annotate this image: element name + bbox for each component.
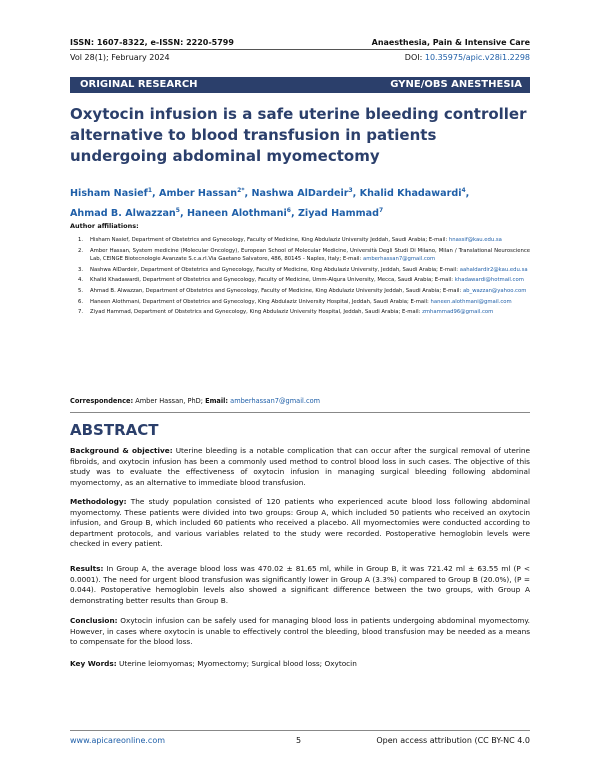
abstract-keywords: Key Words: Uterine leiomyomas; Myomectomy; Surgical blood loss; Oxytocin <box>70 659 357 668</box>
license-text: Open access attribution (CC BY-NC 4.0 <box>376 736 530 745</box>
doi-line <box>405 53 530 62</box>
abstract-results: Results: In Group A, the average blood loss was 470.02 ± 81.65 ml, while in Group B, it was 721.42 ml ± 63.55 ml (P < 0.0001). The need for urgent blood transfusion was significantly lower in Group A (3.3%) compared to Group B (20.0%), (P = 0.044). Postoperative hemoglobin levels also showed a significant difference between the two groups, with Group A demonstrating better results than Group B. <box>70 564 530 605</box>
correspondence-label: Correspondence: <box>70 397 134 405</box>
header-bottom <box>70 53 530 62</box>
author: Haneen Alothmani <box>186 208 287 220</box>
correspondence-name: Amber Hassan, PhD; <box>135 397 203 405</box>
article-title: Oxytocin infusion is a safe uterine bleeding controller alternative to blood transfusion in patients undergoing abdominal myomectomy <box>70 105 527 165</box>
journal-name: Anaesthesia, Pain & Intensive Care <box>371 38 530 47</box>
author: Khalid Khadawardi <box>359 188 462 200</box>
abstract-methodology: Methodology: The study population consisted of 120 patients who experienced acute blood loss following abdominal myomectomy. These patients were divided into two groups: Group A, which included 50 patients who received an oxytocin infusion, and Group B, which included 60 patients who received a placebo. All myomectomies were conducted according to department protocols, and various variables related to the study were recorded. Postoperative hemoglobin levels were checked in every patient. <box>70 497 530 548</box>
affiliation-item: 1. Hisham Nasief, Department of Obstetrics and Gynecology, Faculty of Medicine, King Abdulaziz University Jeddah, Saudi Arabia; E-mail: hnassif@kau.edu.sa <box>78 237 502 243</box>
header-divider <box>70 49 530 50</box>
author: Nashwa AlDardeir <box>251 188 349 200</box>
affiliation-email[interactable]: hnassif@kau.edu.sa <box>448 237 502 243</box>
affiliation-email[interactable]: haneen.alothmani@gmail.com <box>430 298 512 305</box>
abstract-background: Background & objective: Uterine bleeding is a notable complication that can occur after the surgical removal of uterine fibroids, and oxytocin infusion has been a commonly used method to control blood loss in such cases. The objective of this study was to evaluate the effectiveness of oxytocin infusion in managing surgical bleeding following abdominal myomectomy, as an alternative to immediate blood transfusion. <box>70 446 530 487</box>
affiliation-item: 6. Haneen Alothmani, Department of Obstetrics and Gynecology, King Abdulaziz University Hospital, Jeddah, Saudi Arabia; E-mail: haneen.alothmani@gmail.com <box>78 298 512 305</box>
affiliation-item: 4. Khalid Khadawardi, Department of Obstetrics and Gynecology, Faculty of Medicine, Umm-Alqura University, Mecca, Saudi Arabia; E-mail: khadawardi@hotmail.com <box>78 277 524 284</box>
author-list: Hisham Nasief$^1$, Amber Hassan$^{2*}$, Nashwa AlDardeir$^3$, Khalid Khadawardi$^4$, Ahmad B. Alwazzan$^5$, Haneen Alothmani$^6$, Ziyad Hammad$^7$ <box>70 187 470 220</box>
article-category: GYNE/OBS ANESTHESIA <box>390 79 522 90</box>
doi-label: DOI: <box>404 53 423 62</box>
issn: ISSN: 1607-8322, e-ISSN: 2220-5799 <box>70 38 234 47</box>
abstract-conclusion: Conclusion: Oxytocin infusion can be safely used for managing blood loss in patients undergoing abdominal myomectomy. However, in cases where oxytocin is unable to effectively control the bleeding, blood transfusion may be needed as a means to compensate for the blood loss. <box>70 616 530 646</box>
affiliation-item: 2. Amber Hassan, System medicine (Molecular Oncology), European School of Molecular Medicine, Università Degli Studi Di Milano, Milan / Translational Neuroscience Lab, CEINGE Biotecnologie Avanzate S.c.a.rl.Via Gaetano Salvatore, 486, 80145 - Naples, Italy; E-mail: amberhassan7@gmail.com <box>78 247 530 262</box>
affiliation-item: 5. Ahmad B. Alwazzan, Department of Obstetrics and Gynecology, Faculty of Medicine, King Abdulaziz University Jeddah, Saudi Arabia; E-mail: ab_wazzan@yahoo.com <box>78 288 527 295</box>
affiliation-item: 3. Nashwa AlDardeir, Department of Obstetrics and Gynecology, Faculty of Medicine, King Abdulaziz University, Jeddah, Saudi Arabia; E-mail: aahaldardir2@kau.edu.sa <box>78 266 528 273</box>
doi-link[interactable]: 10.35975/apic.v28i1.2298 <box>424 53 530 62</box>
correspondence-email[interactable]: amberhassan7@gmail.com <box>230 397 321 405</box>
header-top <box>70 38 530 47</box>
footer-divider <box>70 730 530 731</box>
section-divider <box>70 412 530 413</box>
affiliation-email[interactable]: amberhassan7@gmail.com <box>362 255 436 262</box>
volume: Vol 28(1); February 2024 <box>70 53 170 62</box>
affiliation-item: 7. Ziyad Hammad, Department of Obstetrics and Gynecology, King Abdulaziz University Hospital, Jeddah, Saudi Arabia; E-mail: zmhammad96@gmail.com <box>78 309 494 316</box>
author: Ahmad B. Alwazzan <box>70 208 176 220</box>
correspondence <box>70 397 530 405</box>
footer-website-link[interactable]: www.apicareonline.com <box>70 736 166 745</box>
affiliation-email[interactable]: aahaldardir2@kau.edu.sa <box>459 266 528 273</box>
author: Hisham Nasief <box>70 188 148 200</box>
affiliation-email[interactable]: zmhammad96@gmail.com <box>422 309 494 316</box>
correspondence-email-label: Email: <box>205 397 229 405</box>
author: Amber Hassan <box>159 188 238 200</box>
affiliations-heading: Author affiliations: <box>70 222 139 230</box>
author: Ziyad Hammad <box>297 208 379 220</box>
affiliation-email[interactable]: khadawardi@hotmail.com <box>454 277 524 284</box>
article-type: ORIGINAL RESEARCH <box>80 79 198 90</box>
page-number: 5 <box>296 736 302 745</box>
section-band <box>70 77 530 93</box>
affiliation-email[interactable]: ab_wazzan@yahoo.com <box>462 288 527 295</box>
affiliations-list <box>78 236 530 319</box>
abstract-heading: ABSTRACT <box>70 421 159 439</box>
